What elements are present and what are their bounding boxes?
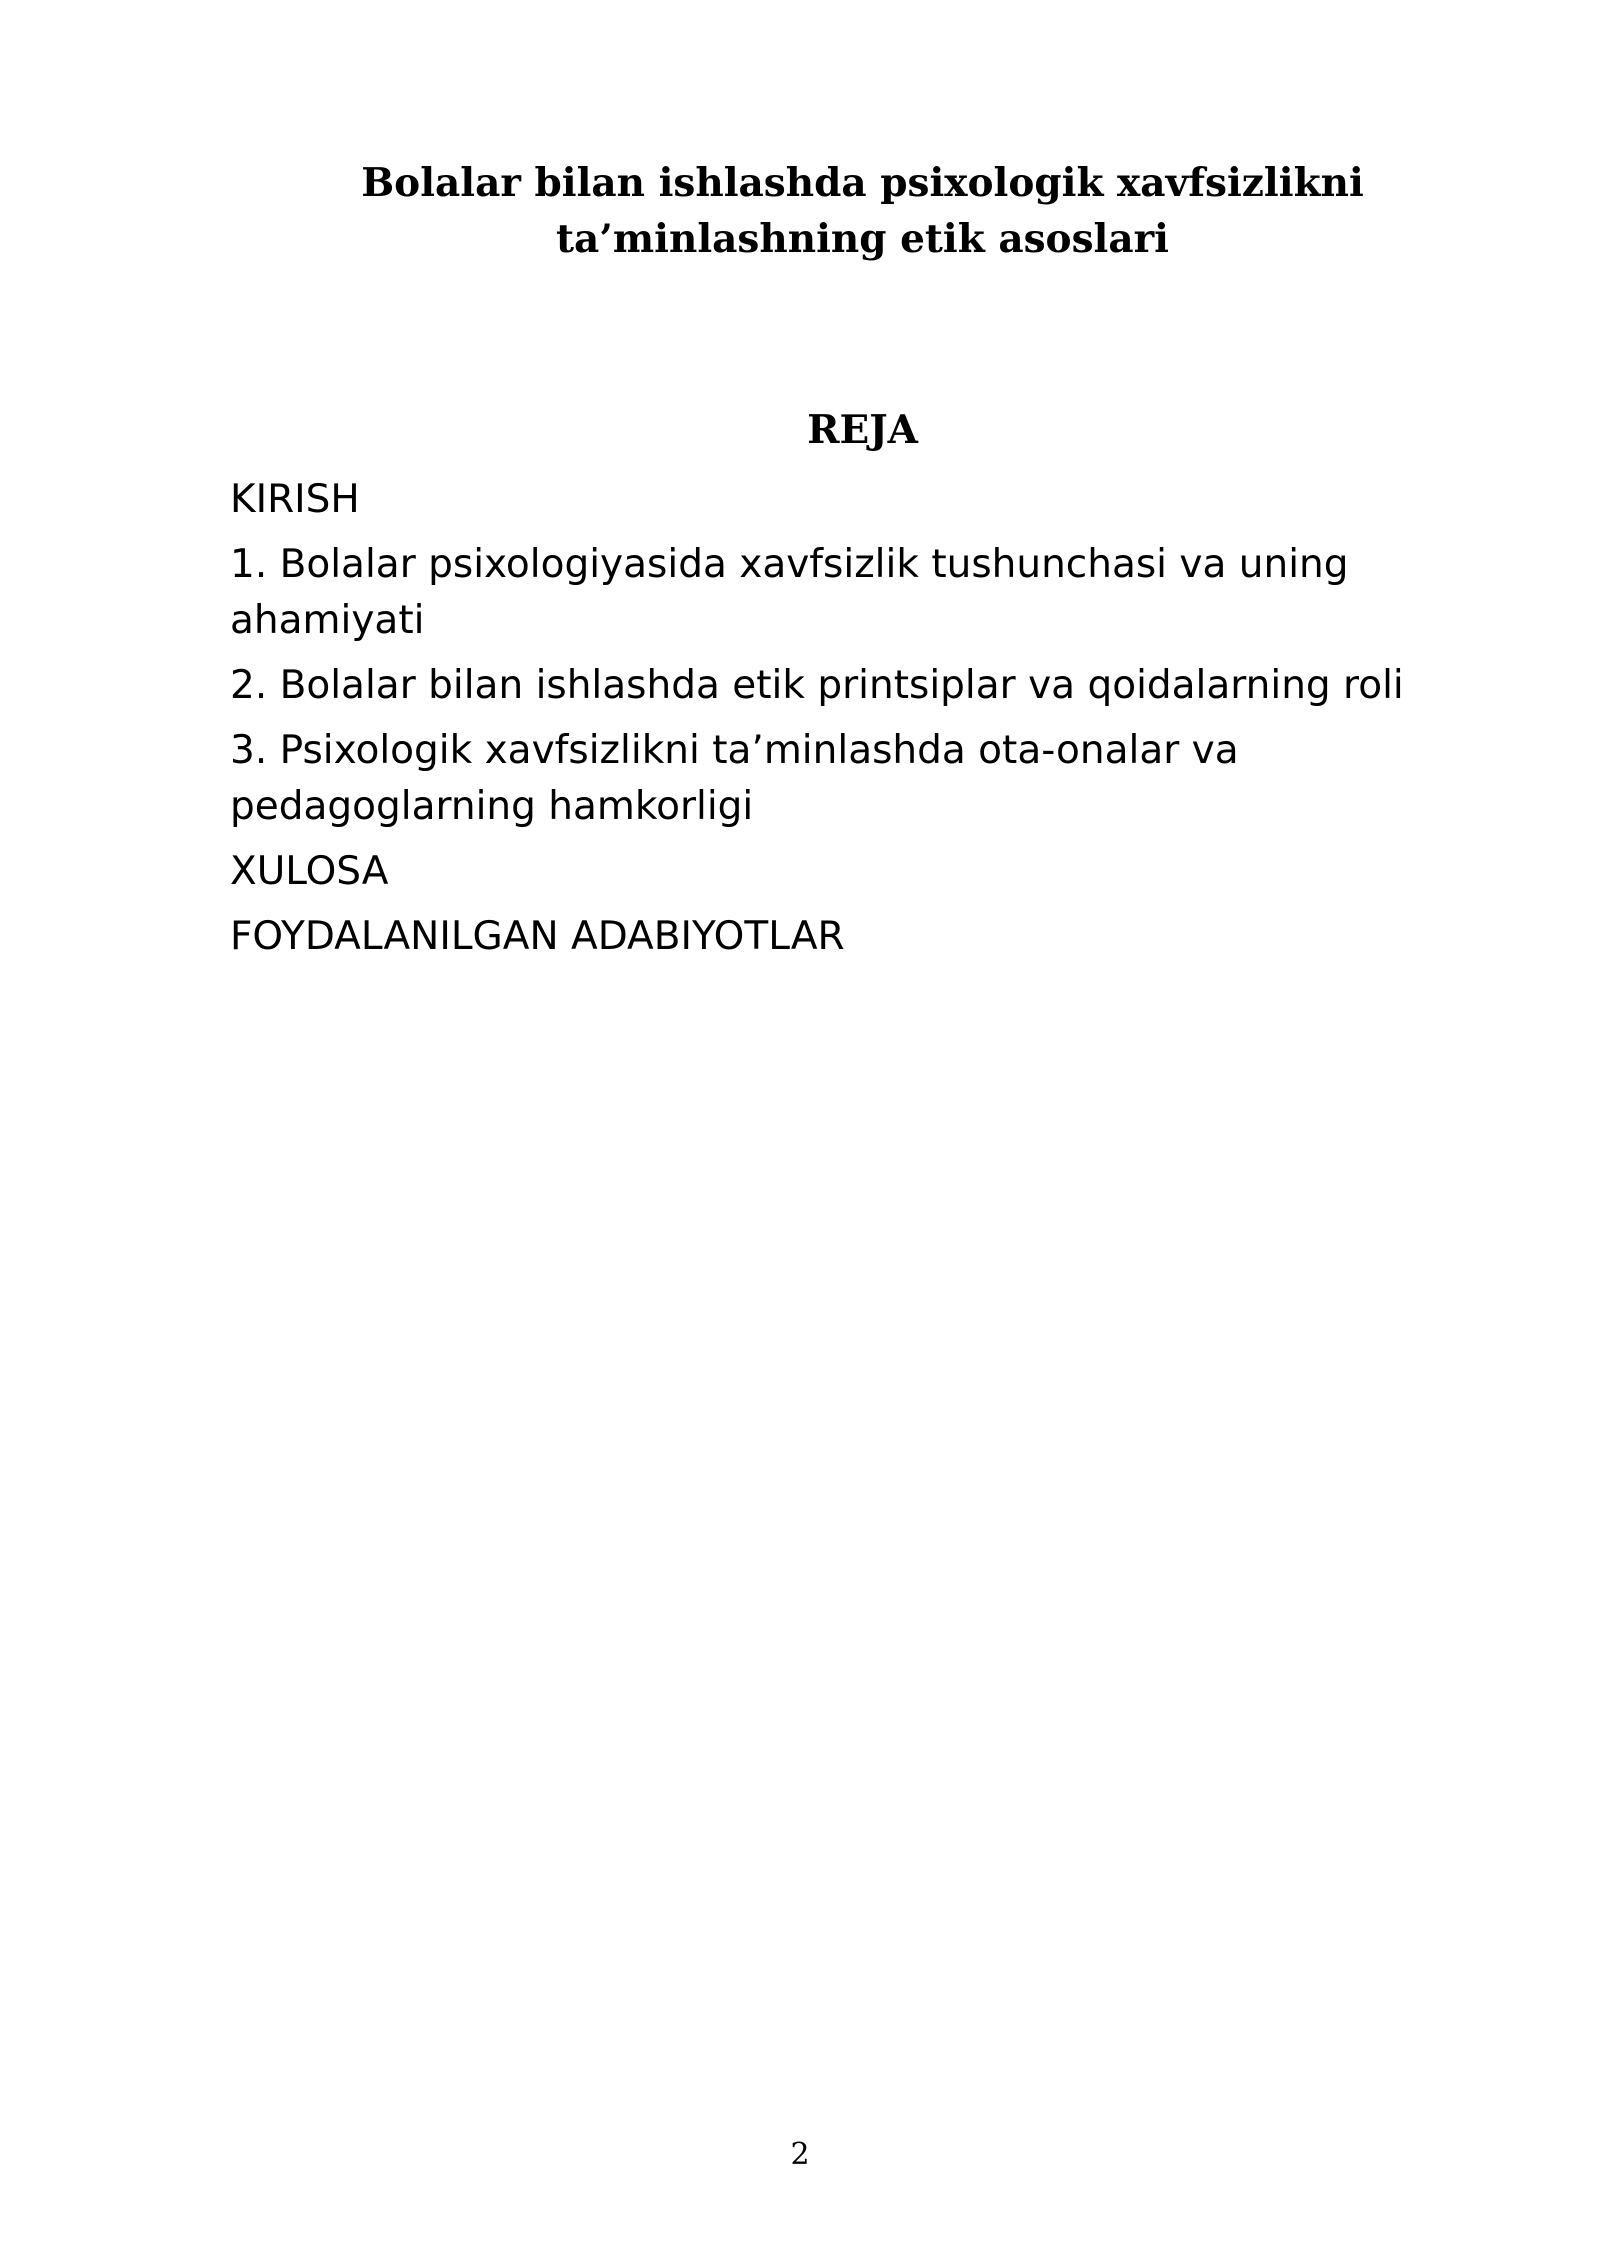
plan-item-2: 2. Bolalar bilan ishlashda etik printsiplar va qoidalarning roli: [230, 663, 1404, 708]
plan-item-1: 1. Bolalar psixologiyasida xavfsizlik tushunchasi va uning ahamiyati: [230, 542, 1349, 643]
plan-heading: REJA: [807, 407, 918, 453]
plan-item-references: FOYDALANILGAN ADABIYOTLAR: [230, 914, 845, 959]
page-number: 2: [790, 2137, 810, 2172]
plan-item-conclusion: XULOSA: [230, 849, 389, 894]
document-title: [230, 155, 1495, 267]
document-title-line-2: ta’minlashning etik asoslari: [556, 216, 1169, 262]
plan-item-3: 3. Psixologik xavfsizlikni ta’minlashda ota-onalar va pedagoglarning hamkorligi: [230, 728, 1239, 829]
plan-list: [230, 472, 1430, 974]
document-title-line-1: Bolalar bilan ishlashda psixologik xavfsizlikni: [361, 160, 1364, 206]
plan-item-introduction: KIRISH: [230, 477, 360, 522]
